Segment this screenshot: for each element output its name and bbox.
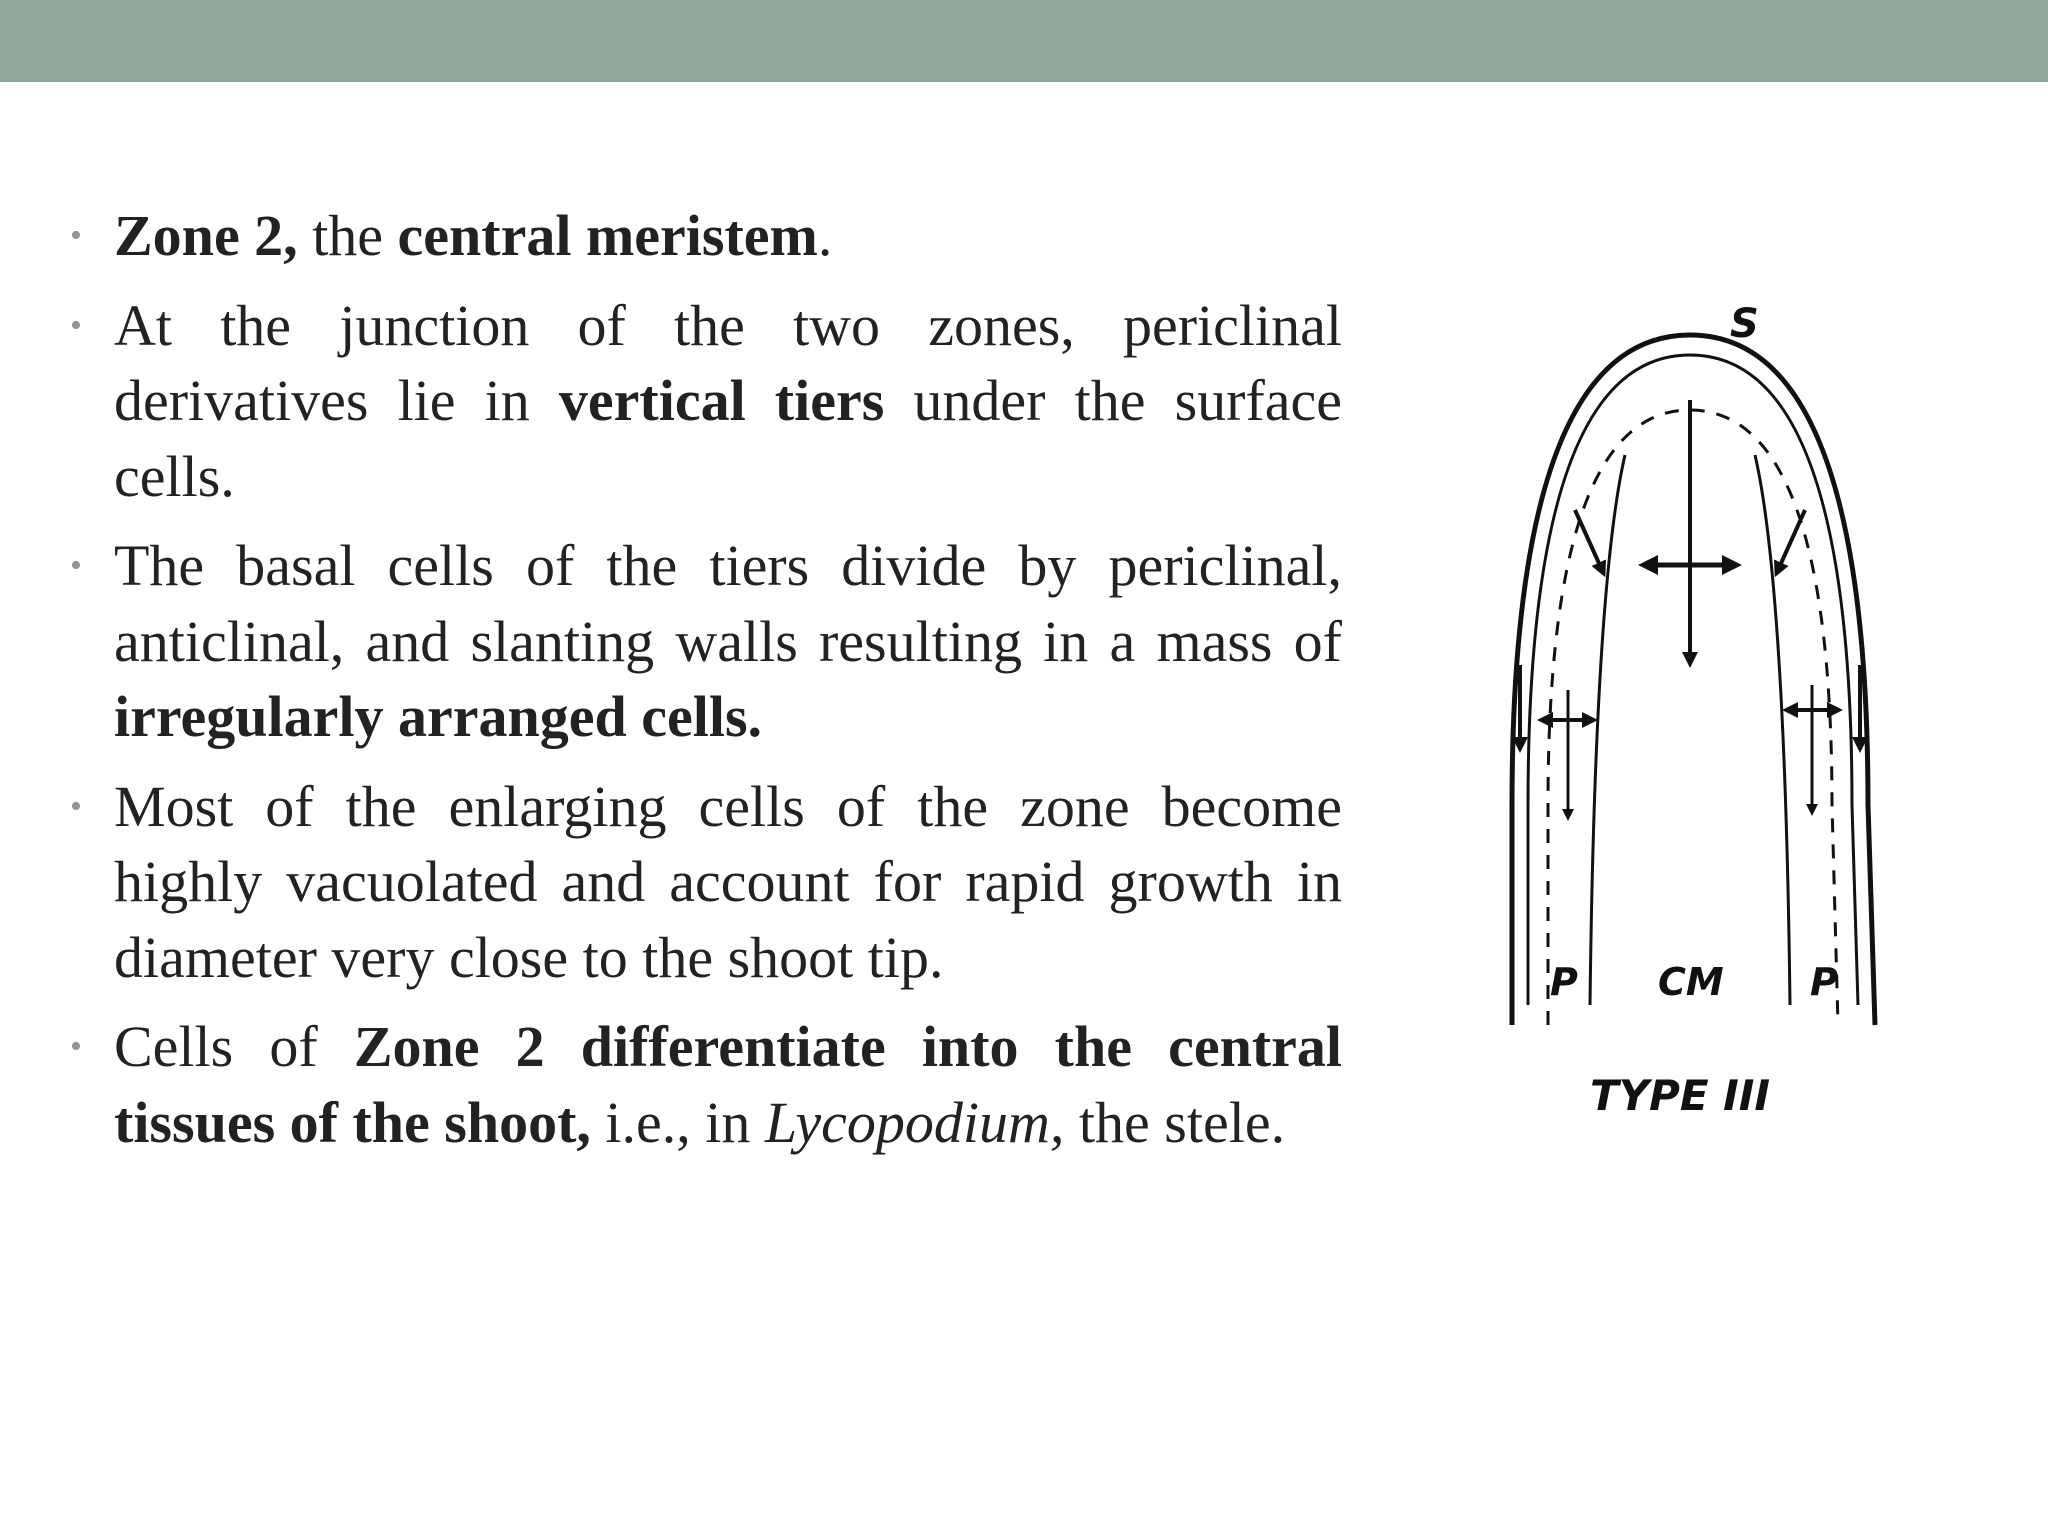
bullet-item: [70, 528, 1342, 755]
bullet-dot: •: [70, 547, 82, 584]
outer-surface-line: [1512, 335, 1875, 1025]
bullet-dot: •: [70, 1028, 82, 1065]
inner-surface-line: [1528, 355, 1858, 1005]
bullet-item: [70, 1009, 1342, 1160]
bullet-text: At the junction of the two zones, periclinal derivatives lie in vertical tiers under the surface cells.: [114, 292, 1342, 509]
top-banner: [0, 0, 2048, 82]
bullet-text: Most of the enlarging cells of the zone become highly vacuolated and account for rapid growth in diameter very close to the shoot tip.: [114, 773, 1342, 990]
bullet-list: [70, 198, 1342, 1160]
label-s: S: [1730, 301, 1759, 347]
shoot-apex-diagram: [1490, 285, 1890, 1135]
bullet-item: [70, 769, 1342, 996]
label-cm: CM: [1658, 960, 1724, 1004]
bullet-dot: •: [70, 306, 82, 344]
bullet-item: [70, 288, 1342, 515]
shoot-apex-figure: [1490, 285, 1890, 1135]
bullet-text: Cells of Zone 2 differentiate into the central tissues of the shoot, i.e., in Lycopodium, the stele.: [114, 1014, 1342, 1155]
bullet-dot: •: [70, 787, 82, 825]
bullet-item: [70, 198, 1342, 274]
bullet-text: Zone 2, the central meristem.: [114, 203, 833, 268]
label-p-left: P: [1550, 960, 1578, 1004]
label-p-right: P: [1810, 960, 1838, 1004]
bullet-text: The basal cells of the tiers divide by periclinal, anticlinal, and slanting walls resulting in a mass of irregularly arranged cells.: [114, 533, 1342, 749]
right-slant-arrow: [1778, 510, 1805, 570]
left-slant-arrow: [1575, 510, 1602, 570]
bullet-dot: •: [70, 217, 82, 254]
diagram-caption: TYPE III: [1590, 1071, 1771, 1120]
slide-body: [70, 198, 1342, 1174]
left-tier-line: [1590, 455, 1625, 1005]
right-tier-line: [1755, 455, 1790, 1005]
